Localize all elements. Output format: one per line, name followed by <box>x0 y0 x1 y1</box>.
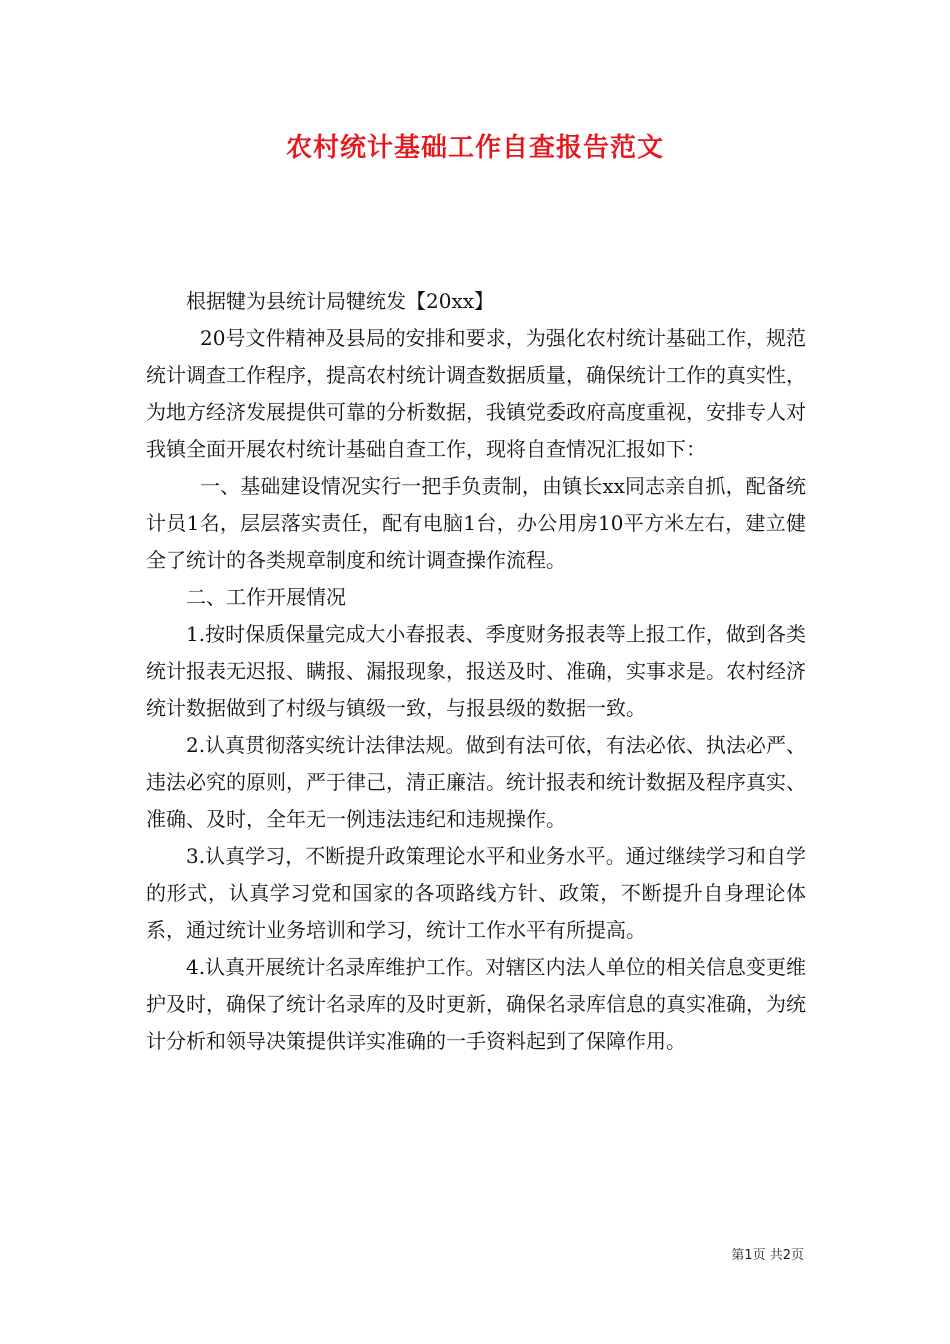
paragraph-intro: 20号文件精神及县局的安排和要求，为强化农村统计基础工作，规范统计调查工作程序，提高农村统计调查数据质量，确保统计工作的真实性，为地方经济发展提供可靠的分析数据，我镇党委政府高度重视，安排专人对我镇全面开展农村统计基础自查工作，现将自查情况汇报如下： <box>146 326 806 461</box>
paragraph-item-1: 1.按时保质保量完成大小春报表、季度财务报表等上报工作，做到各类统计报表无迟报、瞒报、漏报现象，报送及时、准确，实事求是。农村经济统计数据做到了村级与镇级一致，与报县级的数据一致。 <box>146 622 806 720</box>
paragraph-intro-line: 根据犍为县统计局犍统发【20xx】 <box>186 289 495 313</box>
document-title: 农村统计基础工作自查报告范文 <box>285 133 664 163</box>
paragraph-item-3: 3.认真学习，不断提升政策理论水平和业务水平。通过继续学习和自学的形式，认真学习党和国家的各项路线方针、政策，不断提升自身理论体系，通过统计业务培训和学习，统计工作水平有所提高。 <box>146 844 806 942</box>
paragraph-basic-construction: 一、基础建设情况实行一把手负责制，由镇长xx同志亲自抓，配备统计员1名，层层落实责任，配有电脑1台，办公用房10平方米左右，建立健全了统计的各类规章制度和统计调查操作流程。 <box>146 474 806 572</box>
paragraph-item-2: 2.认真贯彻落实统计法律法规。做到有法可依，有法必依、执法必严、违法必究的原则，严于律己，清正廉洁。统计报表和统计数据及程序真实、准确、及时，全年无一例违法违纪和违规操作。 <box>146 733 806 831</box>
document-body <box>146 283 806 1060</box>
section-heading-work: 二、工作开展情况 <box>186 585 346 609</box>
paragraph-item-4: 4.认真开展统计名录库维护工作。对辖区内法人单位的相关信息变更维护及时，确保了统计名录库的及时更新，确保名录库信息的真实准确，为统计分析和领导决策提供详实准确的一手资料起到了保障作用。 <box>146 955 806 1053</box>
page-number-footer: 第1页 共2页 <box>731 1248 804 1263</box>
